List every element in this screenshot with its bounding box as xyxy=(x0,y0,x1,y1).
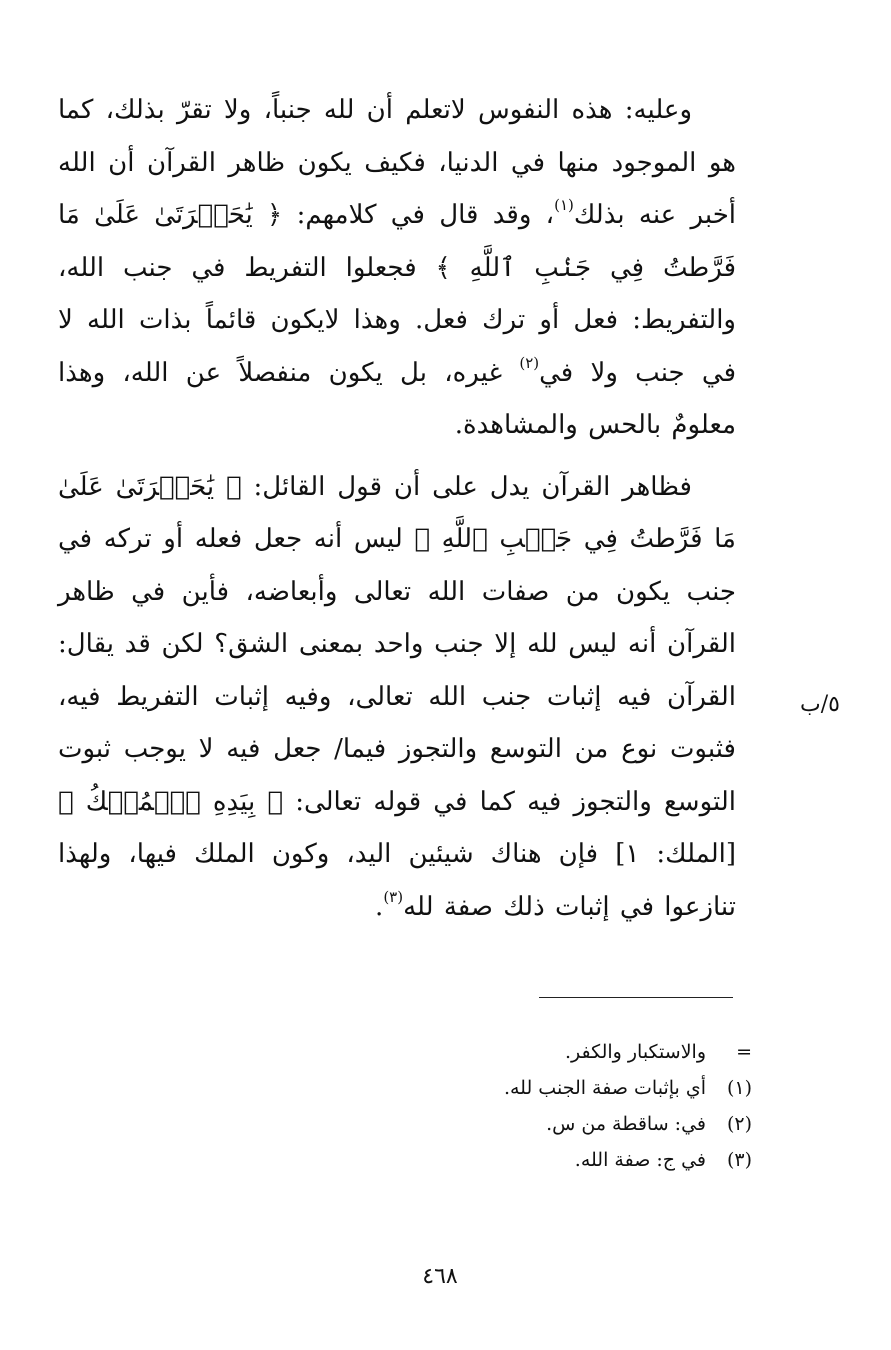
footnote-separator xyxy=(539,997,733,998)
footnote-mark: (١) xyxy=(726,1077,752,1099)
main-text xyxy=(58,84,736,933)
footnotes xyxy=(400,1034,752,1178)
footnote-text: في: ساقطة من س. xyxy=(546,1113,706,1135)
footnote-mark: = xyxy=(736,1041,752,1063)
footnote-3 xyxy=(400,1142,752,1178)
paragraph-1-text-b: ، وقد قال في كلامهم: ﴿ يَٰحَسۡرَتَىٰ عَلَىٰ مَا فَرَّطتُ فِي جَنۢبِ ٱللَّهِ ﴾ فجعلوا التفريط في جنب الله، والتفريط: فعل أو ترك فعل. وهذا لايكون قائماً بذات الله لا في جنب ولا في xyxy=(58,200,737,388)
paragraph-2-text-a: فظاهر القرآن يدل على أن قول القائل: ﴿ يَٰحَسۡرَتَىٰ عَلَىٰ مَا فَرَّطتُ فِي جَنۢبِ ٱللَّهِ ﴾ ليس أنه جعل فعله أو تركه في جنب يكون من صفات الله تعالى وأبعاضه، فأين في ظاهر القرآن أنه ليس لله إلا جنب واحد بمعنى الشق؟ لكن قد يقال: القرآن فيه إثبات جنب الله تعالى، وفيه إثبات التفريط فيه، فثبوت نوع من التوسع والتجوز فيما/ جعل فيه لا يوجب ثبوت التوسع والتجوز فيه كما في قوله تعالى: ﴿ بِيَدِهِ ٱلۡمُلۡكُ ﴾ [الملك: ١] فإن هناك شيئين اليد، وكون الملك فيها، ولهذا تنازعوا في إثبات ذلك صفة لله xyxy=(58,471,736,922)
footnote-ref-3: (٣) xyxy=(383,887,404,906)
footnote-text: والاستكبار والكفر. xyxy=(564,1041,706,1063)
manuscript-folio-note: ٥/ب xyxy=(800,692,840,717)
footnote-text: أي بإثبات صفة الجنب لله. xyxy=(503,1077,706,1099)
footnote-ref-2: (٢) xyxy=(519,353,540,372)
paragraph-1-text-c: غيره، بل يكون منفصلاً عن الله، وهذا معلومٌ بالحس والمشاهدة. xyxy=(58,357,736,440)
footnote-2 xyxy=(400,1106,752,1142)
paragraph-1 xyxy=(58,84,736,452)
page-number: ٤٦٨ xyxy=(422,1264,458,1289)
paragraph-2 xyxy=(58,461,736,934)
footnote-text: في ج: صفة الله. xyxy=(574,1149,706,1171)
footnote-mark: (٢) xyxy=(726,1113,752,1135)
footnote-1 xyxy=(400,1070,752,1106)
paragraph-1-text-a: وعليه: هذه النفوس لاتعلم أن لله جنباً، ولا تقرّ بذلك، كما هو الموجود منها في الدنيا، فكيف يكون ظاهر القرآن أن الله أخبر عنه بذلك xyxy=(58,95,736,230)
footnote-continuation xyxy=(400,1034,752,1070)
footnote-mark: (٣) xyxy=(726,1149,752,1171)
footnote-ref-1: (١) xyxy=(554,196,574,214)
paragraph-2-text-b: . xyxy=(375,891,384,922)
